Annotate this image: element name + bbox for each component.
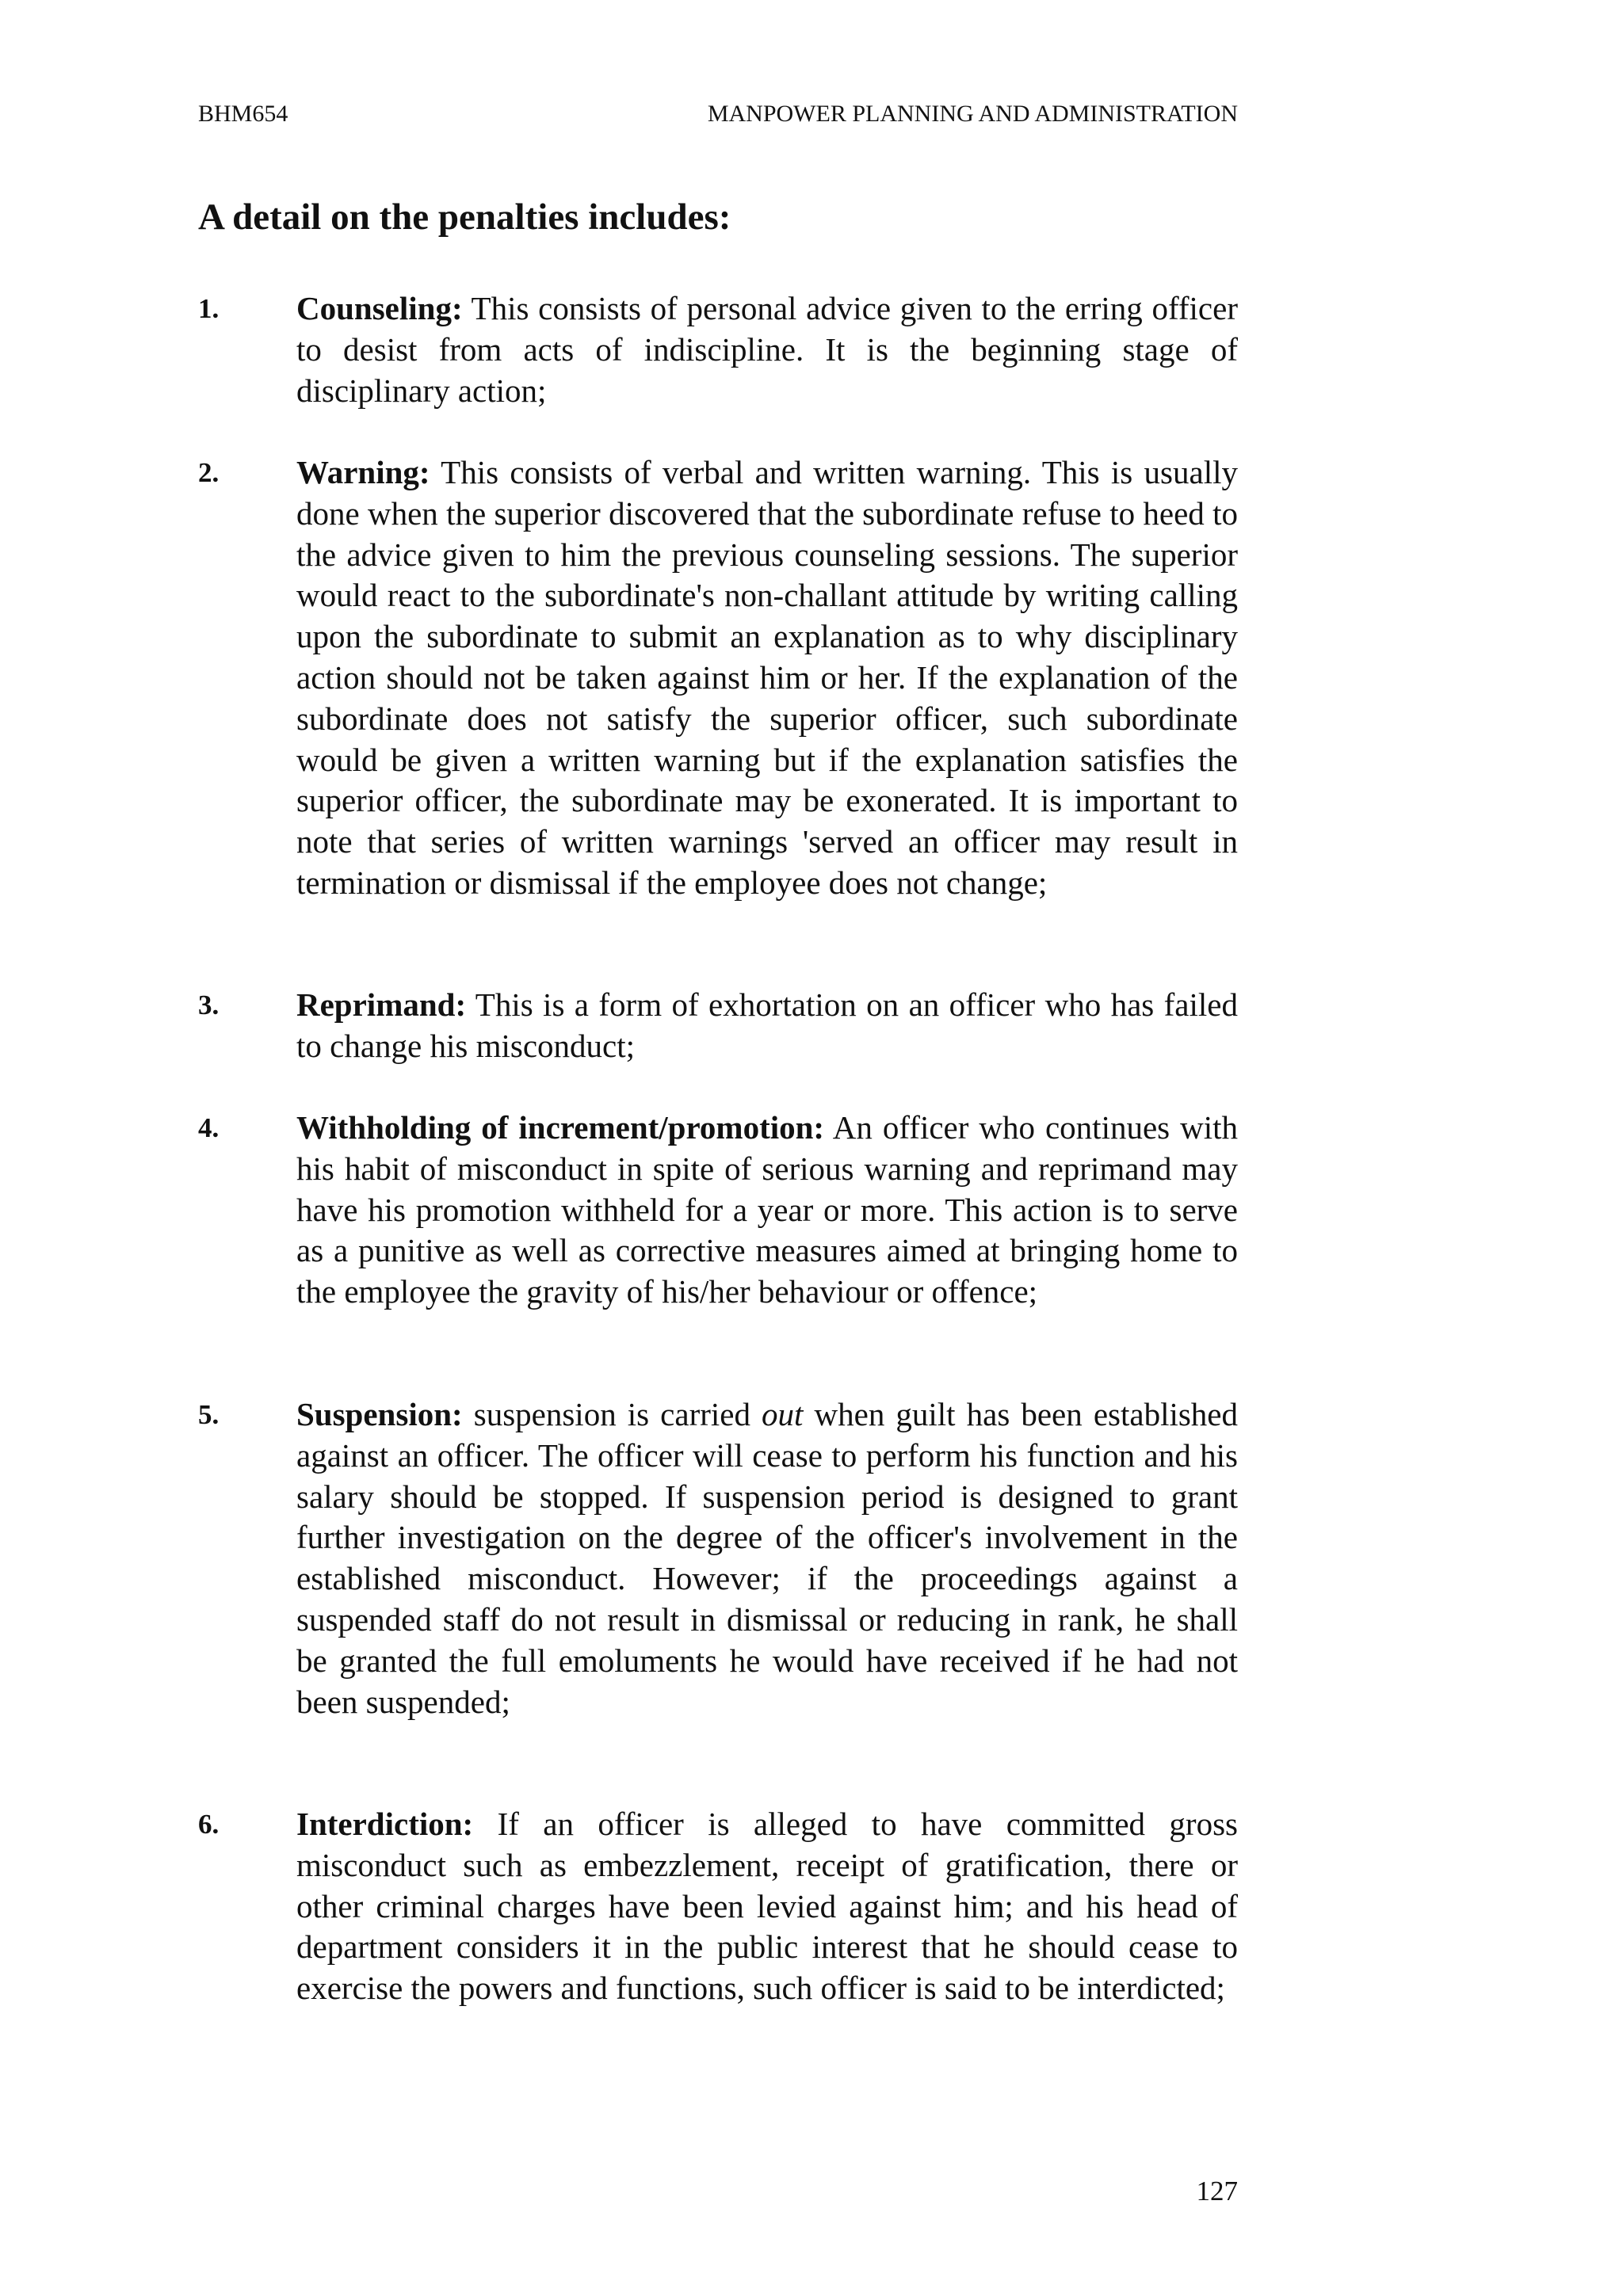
item-number: 4. <box>198 1112 220 1143</box>
section-heading: A detail on the penalties includes: <box>198 196 731 238</box>
running-header <box>198 98 1238 130</box>
course-code: BHM654 <box>198 101 288 127</box>
item-number: 6. <box>198 1809 220 1840</box>
item-term: Withholding of increment/promotion: <box>296 1109 825 1146</box>
item-text: This consists of verbal and written warning. This is usually done when the superior discovered that the subordinate refuse to heed to the advice given to him the previous counseling sessions. The superior would react to the subordinate's non-challant attitude by writing calling upon the subordinate to submit an explanation as to why disciplinary action should not be taken against him or her. If the explanation of the subordinate does not satisfy the superior officer, such subordinate would be given a written warning but if the explanation satisfies the superior officer, the subordinate may be exonerated. It is important to note that series of written warnings 'served an officer may result in termination or dismissal if the employee does not change; <box>296 454 1238 901</box>
item-body <box>296 985 1238 1067</box>
course-title: MANPOWER PLANNING AND ADMINISTRATION <box>707 101 1238 127</box>
item-number: 3. <box>198 990 220 1020</box>
item-text-italic: out <box>762 1396 804 1432</box>
item-term: Reprimand: <box>296 986 467 1023</box>
item-text: If an officer is alleged to have committed gross misconduct such as embezzlement, receipt of gratification, there or other criminal charges have been levied against him; and his head of department considers it in the public interest that he should cease to exercise the powers and functions, such officer is said to be interdicted; <box>296 1806 1238 2007</box>
item-term: Warning: <box>296 454 430 490</box>
item-body <box>296 452 1238 904</box>
item-body <box>296 1394 1238 1722</box>
item-text: This consists of personal advice given to the erring officer to desist from acts of indiscipline. It is the beginning stage of disciplinary action; <box>296 290 1238 409</box>
item-text-before: suspension is carried <box>462 1396 762 1432</box>
page-number: 127 <box>1196 2176 1238 2206</box>
item-text: This is a form of exhortation on an officer who has failed to change his misconduct; <box>296 986 1238 1064</box>
item-term: Counseling: <box>296 290 463 326</box>
item-text-after: when guilt has been established against an officer. The officer will cease to perform his function and his salary should be stopped. If suspension period is designed to grant further investigation on the degree of the officer's involvement in the established misconduct. However; if the proceedings against a suspended staff do not result in dismissal or reducing in rank, he shall be granted the full emoluments he would have received if he had not been suspended; <box>296 1396 1238 1720</box>
item-number: 1. <box>198 293 220 324</box>
item-term: Suspension: <box>296 1396 463 1432</box>
item-body <box>296 1108 1238 1313</box>
item-body <box>296 1804 1238 2009</box>
item-number: 2. <box>198 457 220 488</box>
item-term: Interdiction: <box>296 1806 474 1842</box>
item-number: 5. <box>198 1399 220 1430</box>
item-text: An officer who continues with his habit of misconduct in spite of serious warning and reprimand may have his promotion withheld for a year or more. This action is to serve as a punitive as well as corrective measures aimed at bringing home to the employee the gravity of his/her behaviour or offence; <box>296 1109 1238 1310</box>
item-body <box>296 288 1238 411</box>
